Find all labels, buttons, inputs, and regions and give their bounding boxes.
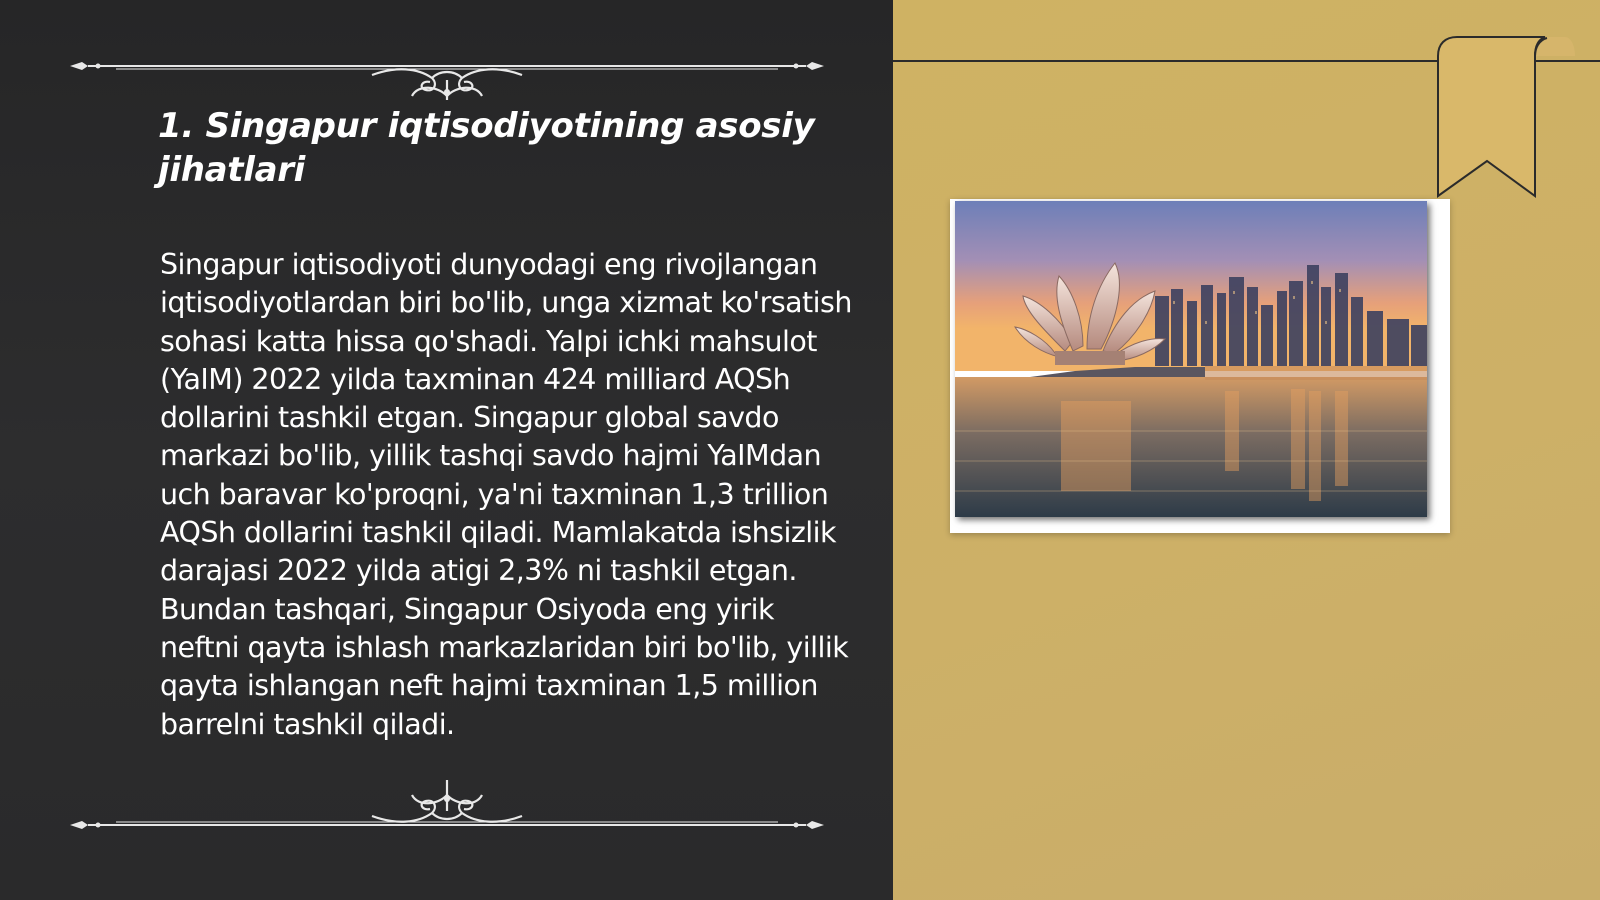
marina-bay-image bbox=[955, 201, 1427, 517]
ornament-divider-bottom-icon bbox=[66, 780, 828, 840]
ornament-divider-top-icon bbox=[66, 40, 828, 100]
slide-body-text: Singapur iqtisodiyoti dunyodagi eng rivojlangan iqtisodiyotlardan biri bo'lib, unga xizmat ko'rsatish sohasi katta hissa qo'shadi. Yalpi ichki mahsulot (YaIM) 2022 yilda taxminan 424 milliard AQSh dollarini tashkil etgan. Singapur global savdo markazi bo'lib, yillik tashqi savdo hajmi YaIMdan uch baravar ko'proqni, ya'ni taxminan 1,3 trillion AQSh dollarini tashkil qiladi. Mamlakatda ishsizlik darajasi 2022 yilda atigi 2,3% ni tashkil etgan. Bundan tashqari, Singapur Osiyoda eng yirik neftni qayta ishlash markazlaridan biri bo'lib, yillik qayta ishlangan neft hajmi taxminan 1,5 million barrelni tashkil qiladi. bbox=[160, 248, 852, 741]
singapore-skyline-photo bbox=[950, 199, 1450, 533]
ribbon-bookmark-icon bbox=[1435, 34, 1600, 199]
slide-title: 1. Singapur iqtisodiyotining asosiy jihatlari bbox=[158, 106, 815, 190]
